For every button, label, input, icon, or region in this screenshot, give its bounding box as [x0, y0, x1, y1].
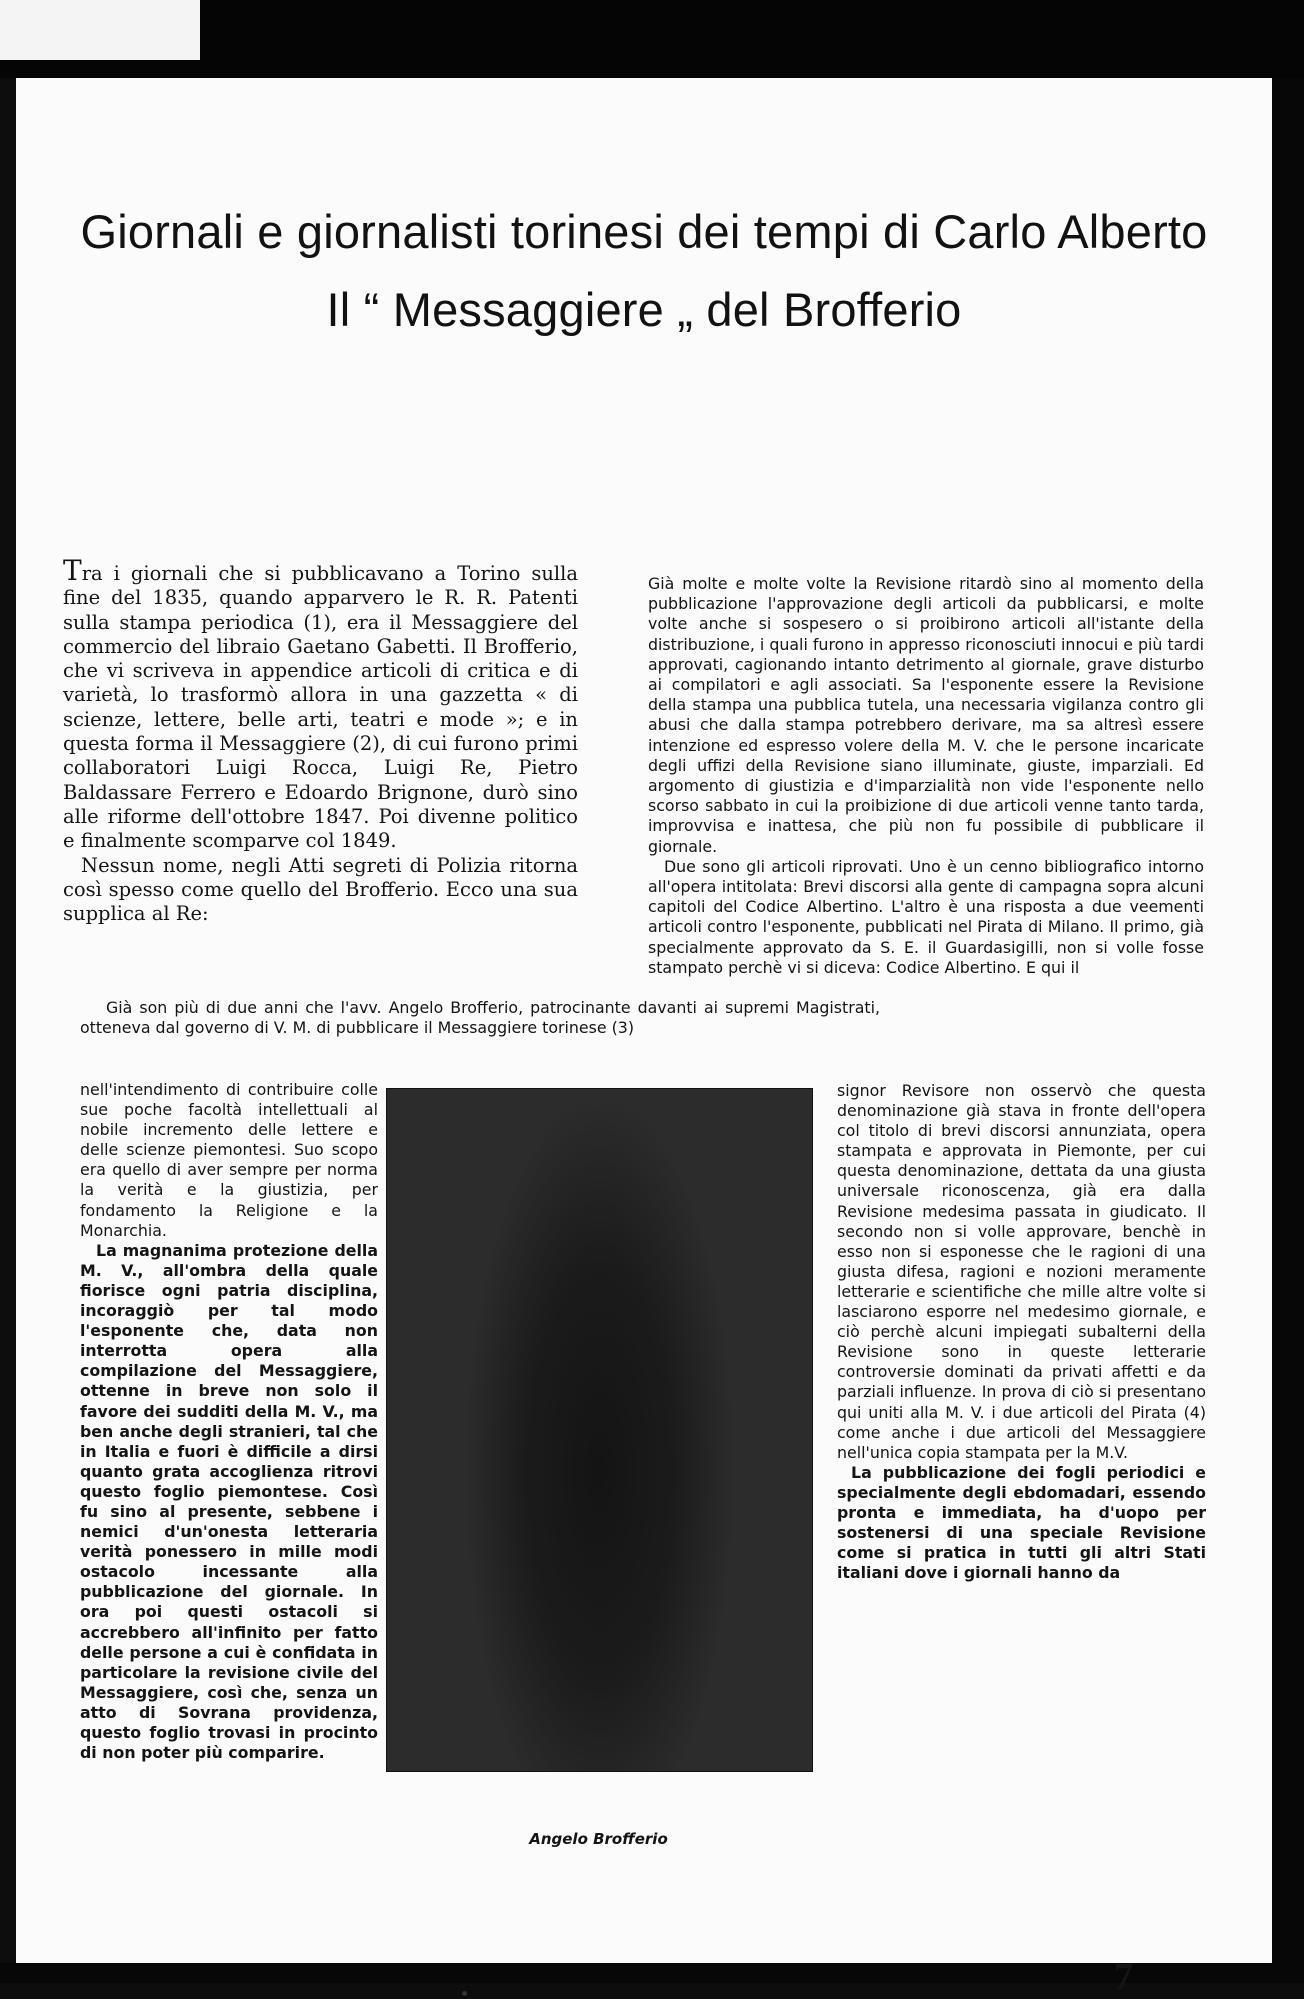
- scan-corner-patch: [0, 0, 200, 60]
- petition-paragraph-2: La magnanima protezione della M. V., all'ombra della quale fiorisce ogni patria disciplina, incoraggiò per tal modo l'esponente che, data non interrotta opera alla compilazione del Messaggiere, ottenne in breve non solo il favore dei sudditi della M. V., ma ben anche degli stranieri, tal che in Italia e fuori è difficile a dirsi quanto grata accoglienza ritrovi questo foglio piemontese. Così fu sino al presente, sebbene i nemici d'un'onesta letteraria verità ponessero in mille modi ostacolo incessante alla pubblicazione del giornale. In ora poi questi ostacoli si accrebbero all'infinito per fatto delle persone a cui è confidata in particolare la revisione civile del Messaggiere, così che, senza un atto di Sovrana providenza, questo foglio trovasi in procinto di non poter più comparire.: [80, 1240, 378, 1763]
- intro-text: ra i giornali che si pubblicavano a Torino sulla fine del 1835, quando apparvero le R. R. Patenti sulla stampa periodica (1), era il Messaggiere del commercio del libraio Gaetano Gabetti. Il Brofferio, che vi scriveva in appendice articoli di critica e di varietà, lo trasformò allora in una gazzetta « di scienze, lettere, belle arti, teatri e mode »; e in questa forma il Messaggiere (2), di cui furono primi collaboratori Luigi Rocca, Luigi Re, Pietro Baldassare Ferrero e Edoardo Brignone, durò sino alle riforme dell'ottobre 1847. Poi divenne politico e finalmente scomparve col 1849.: [63, 562, 578, 853]
- article-title: Giornali e giornalisti torinesi dei tempi di Carlo Alberto: [80, 205, 1208, 258]
- right-column: [648, 574, 1204, 978]
- scan-top-border: [0, 0, 1304, 78]
- page-number: 7: [1114, 1956, 1133, 1998]
- petition-paragraph-1: nell'intendimento di contribuire colle sue poche facoltà intellettuali al nobile incremento delle lettere e delle scienze piemontesi. Suo scopo era quello di aver sempre per norma la verità e la giustizia, per fondamento la Religione e la Monarchia.: [80, 1080, 378, 1240]
- right-paragraph-2: Due sono gli articoli riprovati. Uno è un cenno bibliografico intorno all'opera intitolata: Brevi discorsi alla gente di campagna sopra alcuni capitoli del Codice Albertino. L'altro è una risposta a due veementi articoli contro l'esponente, pubblicati nel Pirata di Milano. Il primo, già specialmente approvato da S. E. il Guardasigilli, non si volle fosse stampato perchè vi si diceva: Codice Albertino. E qui il: [648, 856, 1204, 977]
- portrait-photo: [386, 1088, 813, 1772]
- right-bottom-paragraph-1: signor Revisore non osservò che questa denominazione già stava in fronte dell'opera col titolo di brevi discorsi annunziata, opera stampata e approvata in Piemonte, per cui questa denominazione, dettata da una giusta universale riconoscenza, già era dalla Revisione medesima passata in giudicato. Il secondo non si volle approvare, benchè in esso non si esponesse che le ragioni di una giusta difesa, ragioni e nozioni meramente letterarie e scientifiche che mille altre volte si lasciarono esporre nel medesimo giornale, e ciò perchè alcuni impiegati subalterni della Revisione sono in queste letterarie controversie dominati da privati affetti e da parziali influenze. In prova di ciò si presentano qui uniti alla M. V. i due articoli del Pirata (4) come anche i due articoli del Messaggiere nell'unica copia stampata per la M.V.: [837, 1081, 1206, 1462]
- scan-right-border: [1272, 78, 1304, 1983]
- article-subtitle: Il “ Messaggiere „ del Brofferio: [326, 283, 962, 336]
- supplica-intro-paragraph: Nessun nome, negli Atti segreti di Polizia ritorna così spesso come quello del Brofferio. Ecco una sua supplica al Re:: [63, 853, 578, 926]
- scan-bottom-border: [0, 1963, 1304, 1983]
- speck-mark: [462, 1991, 467, 1996]
- drop-cap: T: [63, 554, 82, 587]
- petition-left-column: [80, 1080, 378, 1763]
- right-paragraph-1: Già molte e molte volte la Revisione ritardò sino al momento della pubblicazione l'approvazione degli articoli da pubblicarsi, e molte volte anche si sospesero o si proibirono articoli all'istante della distribuzione, i quali furono in appresso riconosciuti innocui e più tardi approvati, cagionando intanto detrimento al giornale, grave disturbo ai compilatori e agli associati. Sa l'esponente essere la Revisione della stampa una pubblica tutela, una necessaria vigilanza contro gli abusi che dalla stampa potrebbero derivare, ma sa altresì essere intenzione ed espresso volere della M. V. che le persone incaricate degli uffizi della Revisione siano illuminate, giuste, imparziali. Ed argomento di giustizia e d'imparzialità non vide l'esponente nello scorso sabbato in cui la proibizione di due articoli venne tanto tarda, improvvisa e inattesa, che più non fu possibile di pubblicare il giornale.: [648, 574, 1204, 856]
- photo-caption: Angelo Brofferio: [529, 1830, 668, 1848]
- right-bottom-paragraph-2: La pubblicazione dei fogli periodici e specialmente degli ebdomadari, essendo pronta e immediata, ha d'uopo per sostenersi di una speciale Revisione come si pratica in tutti gli altri Stati italiani dove i giornali hanno da: [837, 1462, 1206, 1583]
- intro-paragraph: [63, 554, 578, 854]
- page-sheet: [16, 78, 1272, 1998]
- petition-intro: Già son più di due anni che l'avv. Angelo Brofferio, patrocinante davanti ai supremi Magistrati, otteneva dal governo di V. M. di pubblicare il Messaggiere torinese (3): [80, 998, 880, 1038]
- right-bottom-column: [837, 1081, 1206, 1583]
- left-column: [63, 554, 578, 926]
